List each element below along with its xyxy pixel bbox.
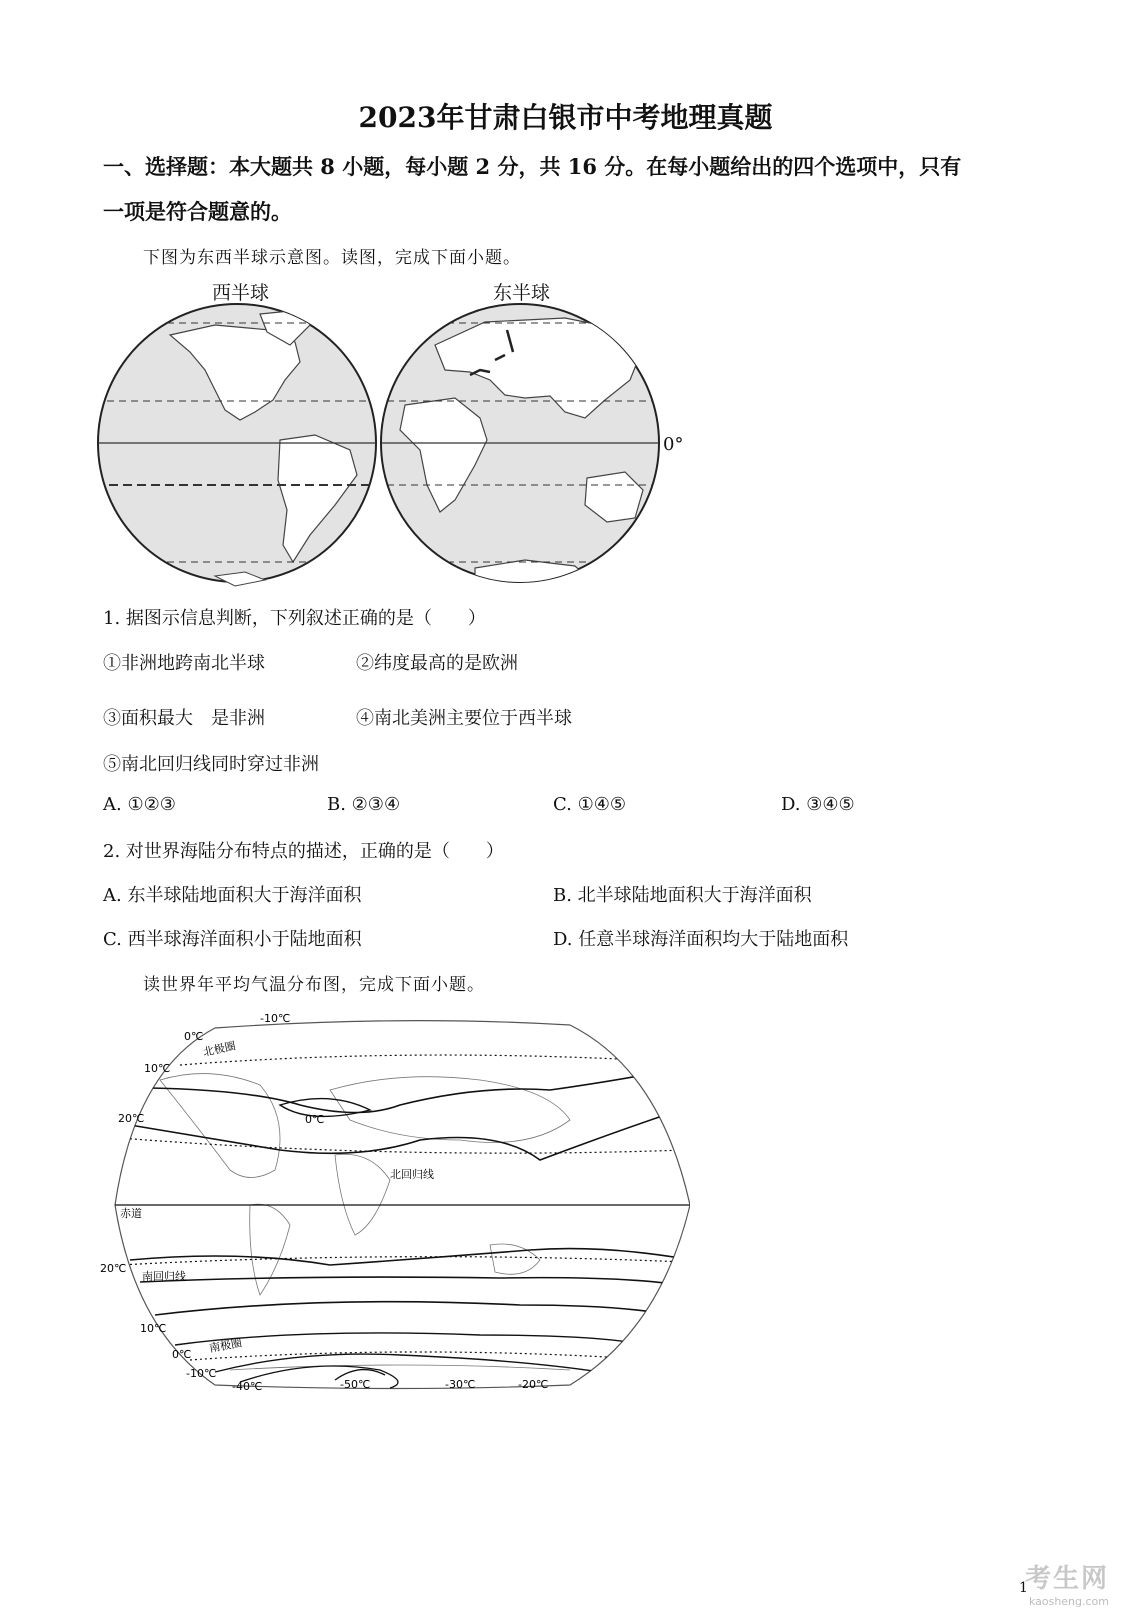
hemispheres-diagram <box>95 300 665 590</box>
label-tropic-capricorn: 南回归线 <box>142 1270 186 1283</box>
label-m30: -30℃ <box>445 1378 476 1391</box>
intro-hemispheres: 下图为东西半球示意图。读图，完成下面小题。 <box>143 248 521 268</box>
q1-statement-4: ④南北美洲主要位于西半球 <box>356 708 572 729</box>
q1-option-a: A. ①②③ <box>103 794 176 815</box>
label-m10-top: -10℃ <box>260 1012 291 1025</box>
label-10-south: 10℃ <box>140 1322 167 1335</box>
label-m20: -20℃ <box>518 1378 549 1391</box>
label-m10-south: -10℃ <box>186 1367 217 1380</box>
label-10-left: 10℃ <box>144 1062 171 1075</box>
intro-temperature-map: 读世界年平均气温分布图，完成下面小题。 <box>143 975 485 995</box>
eastern-hemisphere <box>375 304 665 590</box>
q2-stem: 2. 对世界海陆分布特点的描述，正确的是（ ） <box>103 841 504 862</box>
label-0-left: 0℃ <box>184 1030 204 1043</box>
q1-statement-1: ①非洲地跨南北半球 <box>103 653 265 674</box>
west-hemisphere-label: 西半球 <box>212 282 270 304</box>
label-m40: -40℃ <box>232 1380 263 1393</box>
western-hemisphere <box>95 304 385 586</box>
q1-option-c: C. ①④⑤ <box>553 794 626 815</box>
label-antarctic-circle: 南极圈 <box>208 1336 244 1355</box>
label-tropic-cancer: 北回归线 <box>390 1168 434 1181</box>
section-heading-line2: 一项是符合题意的。 <box>103 199 292 224</box>
q2-option-a: A. 东半球陆地面积大于海洋面积 <box>103 885 362 906</box>
east-hemisphere-label: 东半球 <box>493 282 551 304</box>
watermark <box>1025 1558 1109 1608</box>
section-heading-line1: 一、选择题：本大题共 8 小题，每小题 2 分，共 16 分。在每小题给出的四个选项中，只有 <box>103 154 962 179</box>
q1-statement-3: ③面积最大 是非洲 <box>103 708 265 729</box>
temperature-map <box>100 1010 690 1395</box>
label-0-south: 0℃ <box>172 1348 192 1361</box>
q1-statement-2: ②纬度最高的是欧洲 <box>356 653 518 674</box>
q2-option-d: D. 任意半球海洋面积均大于陆地面积 <box>553 929 849 950</box>
watermark-logo-text: 考生网 <box>1024 1564 1109 1594</box>
label-20-south: 20℃ <box>100 1262 127 1275</box>
label-m50: -50℃ <box>340 1378 371 1391</box>
q1-option-d: D. ③④⑤ <box>781 794 855 815</box>
q2-option-b: B. 北半球陆地面积大于海洋面积 <box>553 885 812 906</box>
label-0-inner: 0℃ <box>305 1113 325 1126</box>
label-20-left: 20℃ <box>118 1112 145 1125</box>
q1-statement-5: ⑤南北回归线同时穿过非洲 <box>103 754 319 775</box>
equator-degree-label: 0° <box>663 434 684 455</box>
watermark-url: kaosheng.com <box>1028 1595 1109 1608</box>
q1-stem: 1. 据图示信息判断，下列叙述正确的是（ ） <box>103 608 486 629</box>
label-equator: 赤道 <box>120 1207 142 1220</box>
q1-option-b: B. ②③④ <box>327 794 401 815</box>
page-number: 1 <box>1019 1580 1028 1596</box>
page-title: 2023年甘肃白银市中考地理真题 <box>358 101 773 134</box>
label-arctic-circle: 北极圈 <box>201 1039 237 1059</box>
q2-option-c: C. 西半球海洋面积小于陆地面积 <box>103 929 362 950</box>
